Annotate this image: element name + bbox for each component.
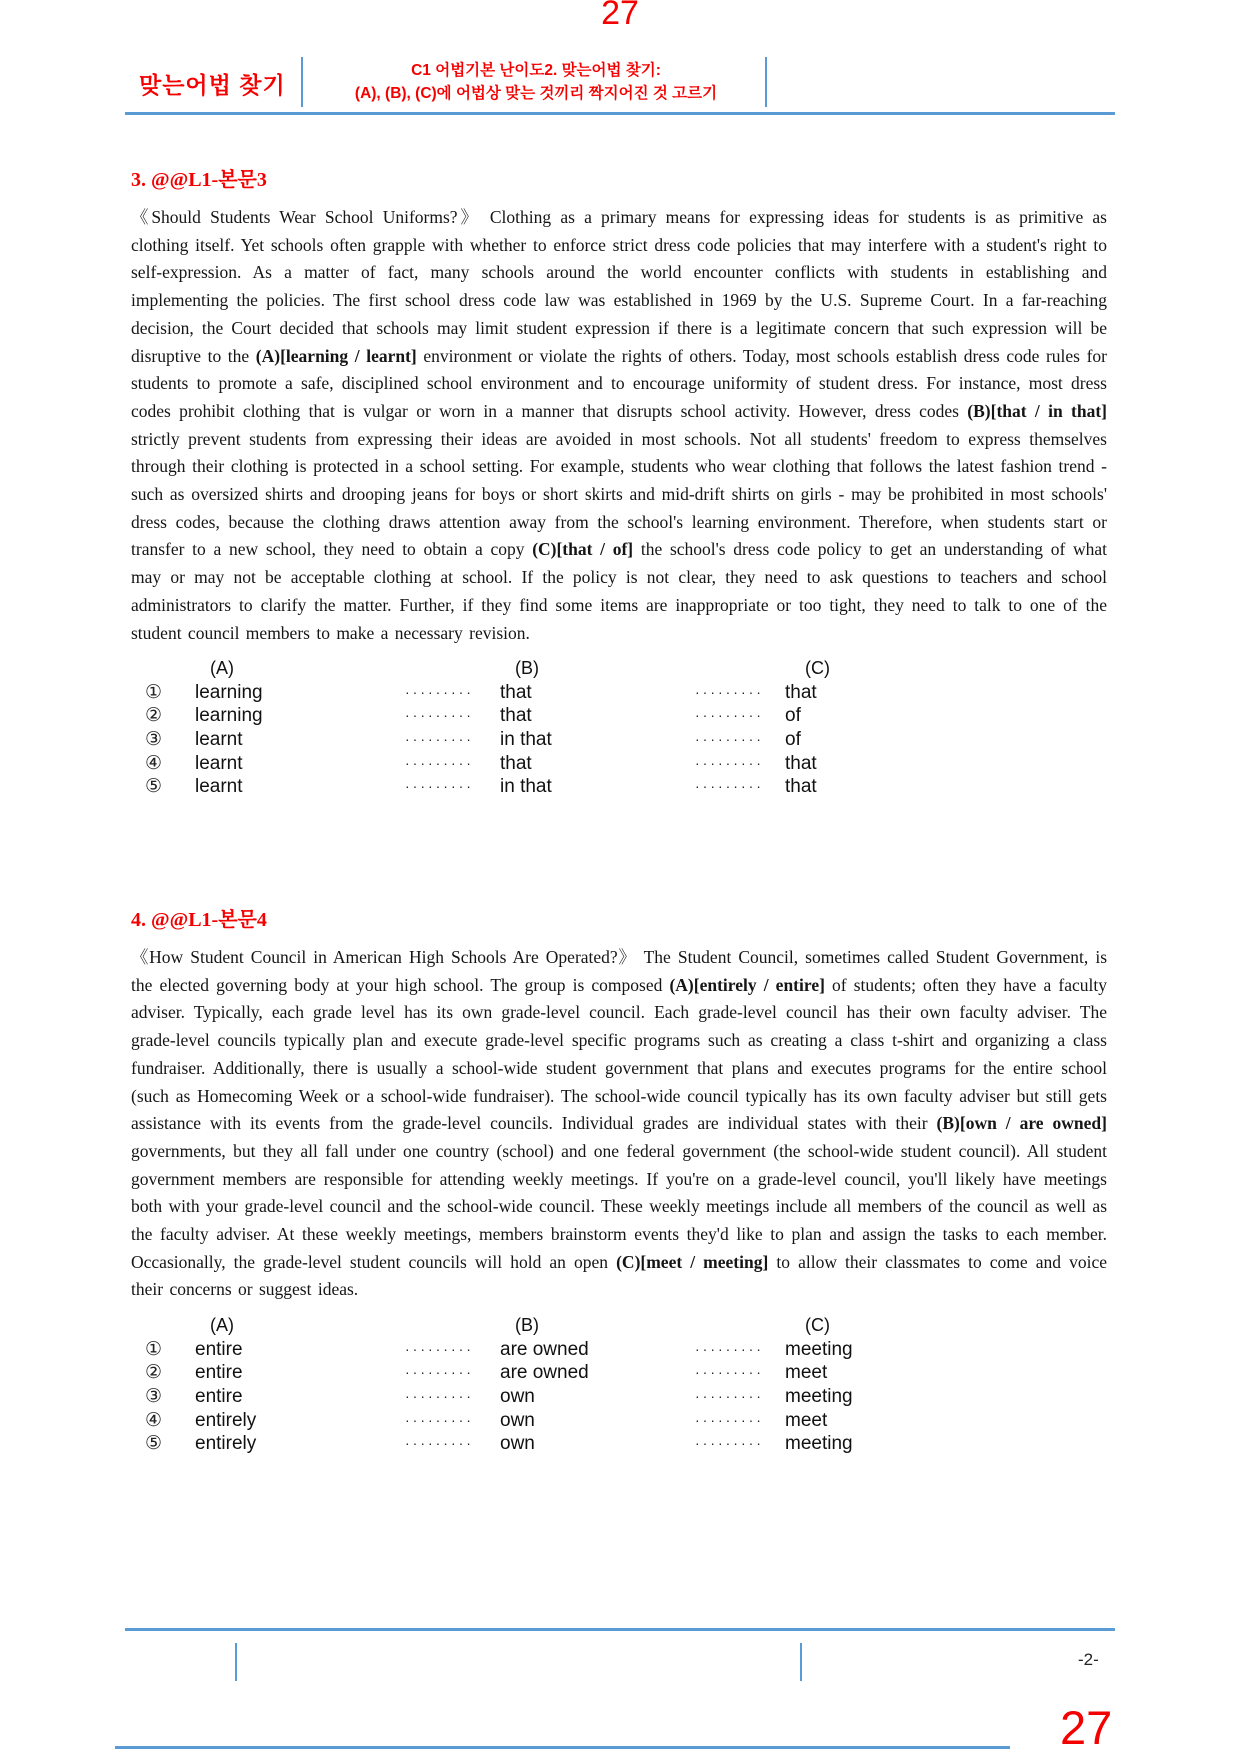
- spacer: [405, 1314, 500, 1338]
- header-divider-right: [765, 57, 767, 107]
- passage-text: of students; often they have a faculty adviser. Typically, each grade level has its own grade-level council. Each grade-level council has their own faculty adviser. The grade-level councils typically plan and execute grade-level specific programs such as creating a class t-shirt and organizing a class fundraiser. Additionally, there is usually a school-wide student government that plans and executes programs for the entire school (such as Homecoming Week or a school-wide fundraiser). The school-wide council typically has its own faculty adviser but still gets assistance with its events from the grade-level councils. Individual grades are individual states with their: [131, 974, 1107, 1134]
- grammar-choice-inline: (C)[meet / meeting]: [616, 1251, 769, 1272]
- choice-row-number: ⑤: [145, 776, 163, 798]
- choice-col-header-b: (B): [515, 658, 539, 679]
- choice-a-value: entire: [195, 1362, 243, 1384]
- footer-rule: [125, 1628, 1115, 1631]
- choice-c-value: that: [785, 681, 817, 703]
- choice-row-number: ①: [145, 681, 163, 703]
- question-4: [131, 903, 1107, 1456]
- choice-c-value: that: [785, 776, 817, 798]
- leader-dots: ·········: [695, 1340, 764, 1357]
- header-divider-left: [301, 57, 303, 107]
- grammar-choice-inline: (B)[own / are owned]: [936, 1113, 1107, 1134]
- choice-a-value: entirely: [195, 1433, 257, 1455]
- footer-tick-right: [800, 1643, 802, 1681]
- grammar-choice-inline: (B)[that / in that]: [967, 400, 1108, 421]
- leader-dots: ·········: [405, 1411, 474, 1428]
- question-3-passage: [131, 204, 1107, 647]
- leader-dots: ·········: [695, 754, 764, 771]
- footer-page-label: -2-: [1078, 1650, 1099, 1669]
- question-3-choice-table: [131, 657, 1107, 799]
- choice-c-value: meet: [785, 1409, 828, 1431]
- header-category-label: 맞는어법 찾기: [139, 72, 286, 98]
- choice-a-value: learning: [195, 681, 263, 703]
- spacer: [695, 1314, 785, 1338]
- question-4-title: 4. @@L1-본문4: [131, 909, 267, 931]
- choice-col-header-b: (B): [515, 1315, 539, 1336]
- bottom-rule: [115, 1746, 1010, 1749]
- choice-row-number: ③: [145, 1385, 163, 1407]
- spacer: [145, 1314, 195, 1338]
- passage-text: strictly prevent students from expressing their ideas are avoided in most schools. Not all students' freedom to express themselves through their clothing is protected in a school setting. For example, students who wear clothing that follows the latest fashion trend - such as oversized shirts and drooping jeans for boys or short skirts and mid-drift shirts on girls - may be prohibited in most schools' dress codes, because the clothing draws attention away from the school's learning environment. Therefore, when students start or transfer to a new school, they need to obtain a copy: [131, 428, 1107, 560]
- leader-dots: ·········: [695, 731, 764, 748]
- choice-col-header-a: (A): [210, 1315, 234, 1336]
- choice-row-number: ④: [145, 752, 163, 774]
- choice-b-value: own: [500, 1385, 535, 1407]
- leader-dots: ·········: [405, 1340, 474, 1357]
- choice-col-header-c: (C): [805, 1315, 830, 1336]
- page-number-bottom: 27: [1060, 1701, 1113, 1754]
- choice-a-value: learnt: [195, 752, 243, 774]
- choice-b-value: that: [500, 681, 532, 703]
- grammar-choice-inline: (A)[entirely / entire]: [669, 974, 825, 995]
- choice-row-number: ③: [145, 729, 163, 751]
- leader-dots: ·········: [405, 683, 474, 700]
- choice-c-value: meeting: [785, 1338, 853, 1360]
- choice-b-value: in that: [500, 776, 552, 798]
- choice-c-value: meeting: [785, 1433, 853, 1455]
- leader-dots: ·········: [695, 683, 764, 700]
- question-4-passage: [131, 944, 1107, 1304]
- leader-dots: ·········: [695, 1364, 764, 1381]
- passage-text: the school's dress code policy to get an understanding of what may or may not be acceptable clothing at school. If the policy is not clear, they need to ask questions to teachers and school administrators to clarify the matter. Further, if they find some items are inappropriate or too tight, they need to talk to one of the student council members to make a necessary revision.: [131, 539, 1107, 643]
- leader-dots: ·········: [695, 1411, 764, 1428]
- choice-a-value: entire: [195, 1385, 243, 1407]
- choice-c-value: meeting: [785, 1385, 853, 1407]
- leader-dots: ·········: [405, 731, 474, 748]
- choice-row-number: ①: [145, 1338, 163, 1360]
- choice-c-value: meet: [785, 1362, 828, 1384]
- passage-text: 《How Student Council in American High Schools Are Operated?》 The Student Council, sometimes called Student Government, is the elected governing body at your high school. The group is composed: [131, 947, 1107, 995]
- choice-a-value: learnt: [195, 729, 243, 751]
- leader-dots: ·········: [695, 1435, 764, 1452]
- leader-dots: ·········: [695, 707, 764, 724]
- choice-row-number: ②: [145, 1362, 163, 1384]
- choice-col-header-c: (C): [805, 658, 830, 679]
- choice-b-value: own: [500, 1409, 535, 1431]
- choice-a-value: learnt: [195, 776, 243, 798]
- choice-b-value: are owned: [500, 1338, 589, 1360]
- question-3: [131, 163, 1107, 799]
- choice-b-value: are owned: [500, 1362, 589, 1384]
- choice-row-number: ⑤: [145, 1433, 163, 1455]
- leader-dots: ·········: [695, 778, 764, 795]
- choice-b-value: that: [500, 705, 532, 727]
- choice-c-value: of: [785, 729, 801, 751]
- header-title: [321, 59, 751, 105]
- leader-dots: ·········: [405, 1387, 474, 1404]
- choice-col-header-a: (A): [210, 658, 234, 679]
- question-3-title: 3. @@L1-본문3: [131, 169, 267, 191]
- page-number-top: 27: [601, 0, 639, 32]
- leader-dots: ·········: [405, 1435, 474, 1452]
- header-title-line2: (A), (B), (C)에 어법상 맞는 것끼리 짝지어진 것 고르기: [354, 85, 718, 102]
- leader-dots: ·········: [695, 1387, 764, 1404]
- choice-c-value: of: [785, 705, 801, 727]
- leader-dots: ·········: [405, 778, 474, 795]
- choice-b-value: in that: [500, 729, 552, 751]
- passage-text: governments, but they all fall under one country (school) and one federal government (the school-wide student council). All student government members are responsible for attending weekly meetings. If you're on a grade-level council, you'll likely have meetings both with your grade-level council and the school-wide council. These weekly meetings include all members of the council as well as the faculty adviser. At these weekly meetings, members brainstorm events they'd like to plan and assign the tasks to each member. Occasionally, the grade-level student councils will hold an open: [131, 1140, 1107, 1272]
- choice-a-value: entirely: [195, 1409, 257, 1431]
- choice-c-value: that: [785, 752, 817, 774]
- choice-a-value: entire: [195, 1338, 243, 1360]
- header: [125, 57, 1115, 107]
- passage-text: environment or violate the rights of others. Today, most schools establish dress code rules for students to promote a safe, disciplined school environment and to encourage uniformity of student dress. For instance, most dress codes prohibit clothing that is vulgar or worn in a manner that disrupts school activity. However, dress codes: [131, 345, 1107, 421]
- grammar-choice-inline: (C)[that / of]: [532, 539, 634, 560]
- leader-dots: ·········: [405, 1364, 474, 1381]
- choice-row-number: ②: [145, 705, 163, 727]
- choice-a-value: learning: [195, 705, 263, 727]
- spacer: [695, 657, 785, 681]
- spacer: [145, 657, 195, 681]
- choice-row-number: ④: [145, 1409, 163, 1431]
- spacer: [405, 657, 500, 681]
- passage-text: 《Should Students Wear School Uniforms?》 Clothing as a primary means for expressing ideas for students is as primitive as clothing itself. Yet schools often grapple with whether to enforce strict dress code policies that may interfere with a student's right to self-expression. As a matter of fact, many schools around the world encounter conflicts with students in establishing and implementing the policies. The first school dress code law was established in 1969 by the U.S. Supreme Court. In a far-reaching decision, the Court decided that schools may limit student expression if there is a legitimate concern that such expression will be disruptive to the: [131, 207, 1107, 366]
- leader-dots: ·········: [405, 754, 474, 771]
- header-title-line1: C1 어법기본 난이도2. 맞는어법 찾기:: [411, 62, 661, 79]
- leader-dots: ·········: [405, 707, 474, 724]
- passage-text: to allow their classmates to come and voice their concerns or suggest ideas.: [131, 1251, 1107, 1300]
- grammar-choice-inline: (A)[learning / learnt]: [255, 345, 417, 366]
- choice-b-value: that: [500, 752, 532, 774]
- footer-tick-left: [235, 1643, 237, 1681]
- question-4-choice-table: [131, 1314, 1107, 1456]
- choice-b-value: own: [500, 1433, 535, 1455]
- header-rule: [125, 112, 1115, 115]
